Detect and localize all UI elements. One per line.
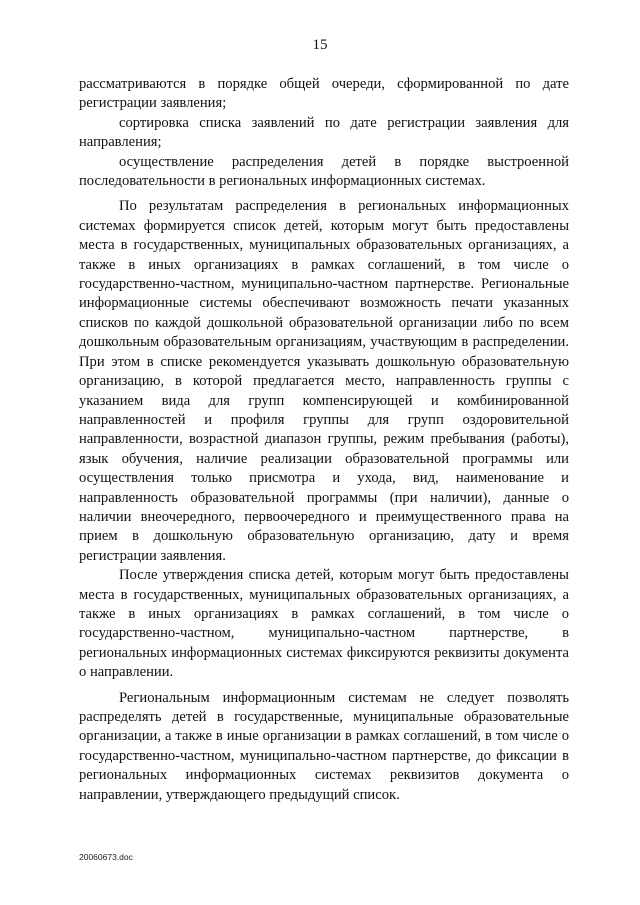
paragraph-distribution-results: По результатам распределения в региональных информационных системах формируется список детей, которым могут быть предоставлены места в государственных, муниципальных образовательных организациях, а также в иных организациях в рамках соглашений, в том числе о государственно-частном, муниципально-частном партнерстве. Региональные информационные системы обеспечивают возможность печати указанных списков по каждой дошкольной образовательной организации либо по всем дошкольным образовательным организациям, участвующим в распределении. При этом в списке рекомендуется указывать дошкольную образовательную организацию, в которой предлагается место, направленность группы с указанием вида для групп компенсирующей и комбинированной направленностей и профиля группы для групп оздоровительной направленности, возрастной диапазон группы, режим пребывания (работы), язык обучения, наличие реализации образовательной программы или осуществления только присмотра и ухода, вид, наименование и направленность образовательной программы (при наличии), данные о наличии внеочередного, первоочередного и преимущественного права на прием в дошкольную образовательную организацию, дату и время регистрации заявления. bbox=[79, 198, 569, 564]
paragraph-after-approval: После утверждения списка детей, которым могут быть предоставлены места в государственных, муниципальных образовательных организациях, а также в иных организациях в рамках соглашений, в том числе о государственно-частном, муниципально-частном партнерстве, в региональных информационных системах фиксируются реквизиты документа о направлении. bbox=[79, 567, 569, 681]
document-file-id: 20060673.doc bbox=[79, 852, 133, 862]
paragraph-list-item-sorting: сортировка списка заявлений по дате регистрации заявления для направления; bbox=[79, 114, 569, 151]
document-body bbox=[79, 75, 569, 805]
page-number: 15 bbox=[312, 37, 328, 53]
paragraph-continuation: рассматриваются в порядке общей очереди, сформированной по дате регистрации заявления; bbox=[79, 76, 569, 112]
paragraph-list-item-distribution: осуществление распределения детей в порядке выстроенной последовательности в региональных информационных системах. bbox=[79, 153, 569, 190]
paragraph-restrictions: Региональным информационным системам не следует позволять распределять детей в государственные, муниципальные образовательные организации, а также в иные организации в рамках соглашений, в том числе о государственно-частном, муниципально-частном партнерстве, до фиксации в региональных информационных системах реквизитов документа о направлении, утверждающего предыдущий список. bbox=[79, 689, 569, 803]
